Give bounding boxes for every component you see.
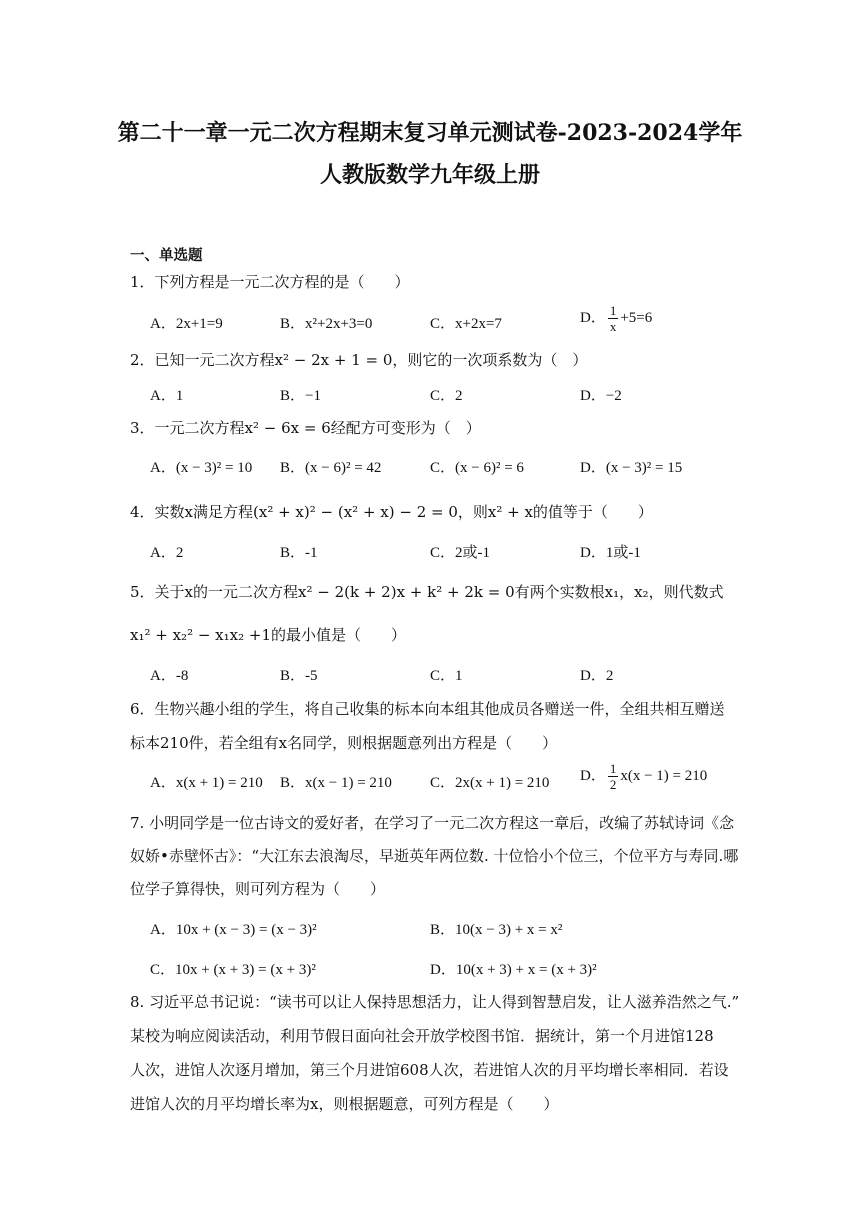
fraction-numerator: 1 [609, 303, 617, 318]
question-4-stem: 4．实数x满足方程(x² + x)² − (x² + x) − 2 = 0，则x² + x的值等于（ ） [130, 503, 653, 521]
question-4-option-c: C．2或-1 [430, 545, 491, 561]
question-3-option-c: C．(x − 6)² = 6 [430, 460, 524, 476]
question-1-option-d [580, 304, 652, 333]
fraction [608, 304, 619, 333]
question-5-stem-line-1: 5．关于x的一元二次方程x² − 2(k + 2)x + k² + 2k = 0有两个实数根x₁，x₂，则代数式 [130, 583, 724, 601]
question-3-option-d: D．(x − 3)² = 15 [580, 460, 683, 476]
fraction [608, 762, 619, 791]
fraction-denominator: 2 [609, 777, 617, 792]
question-3-option-a: A．(x − 3)² = 10 [150, 460, 253, 476]
section-heading: 一、单选题 [130, 247, 203, 264]
question-8-stem-line-3: 人次，进馆人次逐月增加，第三个月进馆608人次，若进馆人次的月平均增长率相同．若设 [130, 1061, 729, 1079]
question-1-stem: 1．下列方程是一元二次方程的是（ ） [130, 273, 410, 291]
question-7-stem-line-2: 奴娇•赤壁怀古》：“大江东去浪淘尽，早逝英年两位数. 十位恰小个位三，个位平方与寿同.哪 [130, 847, 739, 865]
question-7-option-a: A．10x + (x − 3) = (x − 3)² [150, 922, 317, 938]
question-8-stem-line-2: 某校为响应阅读活动，利用节假日面向社会开放学校图书馆．据统计，第一个月进馆128 [130, 1027, 714, 1045]
doc-title-line-1: 第二十一章一元二次方程期末复习单元测试卷-2023-2024学年 [117, 120, 743, 146]
question-5-option-b: B．-5 [280, 668, 318, 684]
question-1-option-d-label: D． [580, 309, 606, 326]
question-2-option-b: B．−1 [280, 388, 321, 404]
question-7-option-c: C．10x + (x + 3) = (x + 3)² [150, 962, 316, 978]
question-8-stem-line-4: 进馆人次的月平均增长率为x，则根据题意，可列方程是（ ） [130, 1095, 559, 1113]
question-6-stem-line-2: 标本210件，若全组有x名同学，则根据题意列出方程是（ ） [130, 734, 558, 752]
question-4-option-a: A．2 [150, 545, 184, 561]
question-1-option-a: A．2x+1=9 [150, 316, 223, 332]
fraction-numerator: 1 [609, 761, 617, 776]
fraction-denominator: x [609, 319, 617, 334]
question-2-option-a: A．1 [150, 388, 184, 404]
question-6-option-a: A．x(x + 1) = 210 [150, 775, 263, 791]
question-6-option-b: B．x(x − 1) = 210 [280, 775, 392, 791]
question-8-stem-line-1: 8. 习近平总书记说：“读书可以让人保持思想活力，让人得到智慧启发，让人滋养浩然之气.” [130, 993, 740, 1011]
question-7-stem-line-3: 位学子算得快，则可列方程为（ ） [130, 880, 386, 898]
question-7-option-b: B．10(x − 3) + x = x² [430, 922, 563, 938]
question-2-stem: 2．已知一元二次方程x² − 2x + 1 = 0，则它的一次项系数为（ ） [130, 351, 588, 369]
question-2-option-d: D．−2 [580, 388, 622, 404]
question-4-option-d: D．1或-1 [580, 545, 641, 561]
question-5-option-d: D．2 [580, 668, 614, 684]
question-1-option-d-rest: +5=6 [620, 309, 653, 326]
question-1-option-c: C．x+2x=7 [430, 316, 502, 332]
question-6-stem-line-1: 6．生物兴趣小组的学生，将自己收集的标本向本组其他成员各赠送一件，全组共相互赠送 [130, 700, 725, 718]
question-6-option-d-label: D． [580, 767, 606, 784]
question-2-option-c: C．2 [430, 388, 463, 404]
question-3-stem: 3．一元二次方程x² − 6x = 6经配方可变形为（ ） [130, 419, 481, 437]
question-5-stem-line-2: x₁² + x₂² − x₁x₂ +1的最小值是（ ） [130, 626, 407, 644]
question-6-option-d [580, 762, 707, 791]
question-6-option-c: C．2x(x + 1) = 210 [430, 775, 550, 791]
question-5-option-a: A．-8 [150, 668, 189, 684]
question-4-option-b: B．-1 [280, 545, 318, 561]
question-7-stem-line-1: 7. 小明同学是一位古诗文的爱好者，在学习了一元二次方程这一章后，改编了苏轼诗词《念 [130, 814, 735, 832]
question-1-option-b: B．x²+2x+3=0 [280, 316, 373, 332]
question-3-option-b: B．(x − 6)² = 42 [280, 460, 382, 476]
question-6-option-d-rest: x(x − 1) = 210 [620, 767, 708, 784]
question-5-option-c: C．1 [430, 668, 463, 684]
doc-title-line-2: 人教版数学九年级上册 [319, 162, 540, 188]
question-7-option-d: D．10(x + 3) + x = (x + 3)² [430, 962, 597, 978]
